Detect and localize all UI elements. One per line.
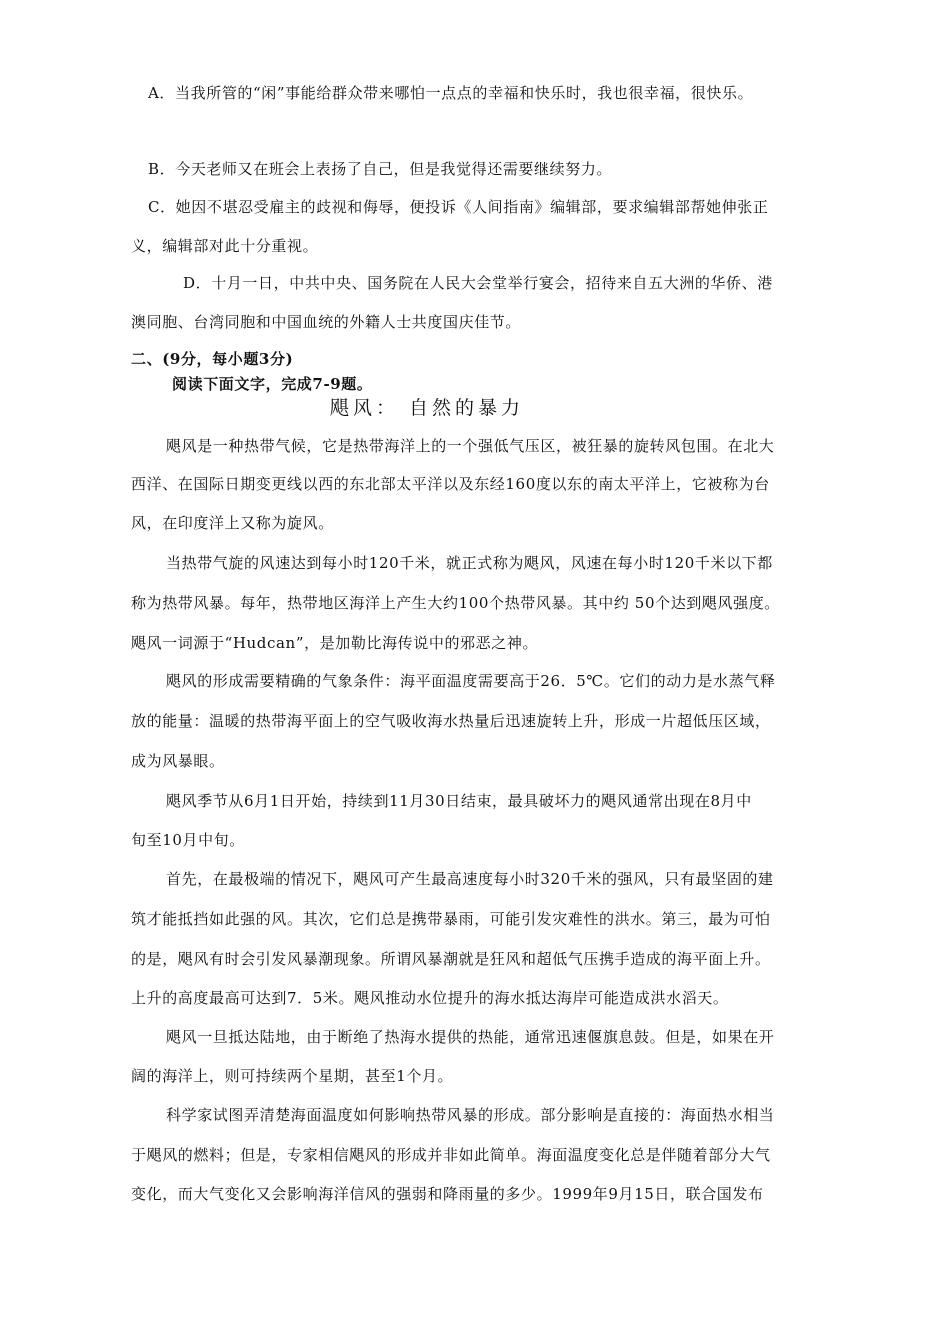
option-c-line2: 义，编辑部对此十分重视。	[131, 237, 319, 255]
article-line: 上升的高度最高可达到7．5米。飓风推动水位提升的海水抵达海岸可能造成洪水滔天。	[131, 989, 729, 1007]
article-line: 飓风一旦抵达陆地，由于断绝了热海水提供的热能，通常迅速偃旗息鼓。但是，如果在开	[166, 1028, 775, 1046]
article-line: 飓风的形成需要精确的气象条件：海平面温度需要高于26．5℃。它们的动力是水蒸气释	[166, 672, 776, 690]
option-d-line1: D．十月一日，中共中央、国务院在人民大会堂举行宴会，招待来自五大洲的华侨、港	[183, 274, 773, 292]
option-d-line2: 澳同胞、台湾同胞和中国血统的外籍人士共度国庆佳节。	[131, 313, 522, 331]
article-line: 称为热带风暴。每年，热带地区海洋上产生大约100个热带风暴。其中约 50个达到飓风强度。	[131, 594, 780, 612]
article-line: 西洋、在国际日期变更线以西的东北部太平洋以及东经160度以东的南太平洋上，它被称为台	[131, 475, 770, 493]
article-line: 的是，飓风有时会引发风暴潮现象。所谓风暴潮就是狂风和超低气压携手造成的海平面上升。	[131, 950, 771, 968]
article-line: 飓风季节从6月1日开始，持续到11月30日结束，最具破坏力的飓风通常出现在8月中	[166, 792, 752, 810]
article-line: 于飓风的燃料；但是，专家相信飓风的形成并非如此简单。海面温度变化总是伴随着部分大气	[131, 1146, 771, 1164]
article-title: 飓风： 自然的暴力	[330, 397, 525, 419]
article-line: 当热带气旋的风速达到每小时120千米，就正式称为飓风，风速在每小时120千米以下都	[166, 554, 773, 572]
article-line: 变化，而大气变化又会影响海洋信风的强弱和降雨量的多少。1999年9月15日，联合国发布	[131, 1185, 764, 1203]
option-b: B．今天老师又在班会上表扬了自己，但是我觉得还需要继续努力。	[148, 160, 613, 178]
article-line: 放的能量：温暖的热带海平面上的空气吸收海水热量后迅速旋转上升，形成一片超低压区域，	[131, 712, 771, 730]
article-line: 旬至10月中旬。	[131, 831, 245, 849]
section-heading: 二、(9分，每小题3分)	[131, 350, 294, 368]
option-c-line1: C．她因不堪忍受雇主的歧视和侮辱，便投诉《人间指南》编辑部，要求编辑部帮她伸张正	[148, 198, 769, 216]
article-line: 筑才能抵挡如此强的风。其次，它们总是携带暴雨，可能引发灾难性的洪水。第三，最为可怕	[131, 910, 771, 928]
article-line: 飓风是一种热带气候，它是热带海洋上的一个强低气压区，被狂暴的旋转风包围。在北大	[166, 437, 775, 455]
option-a: A．当我所管的“闲”事能给群众带来哪怕一点点的幸福和快乐时，我也很幸福，很快乐。	[148, 84, 754, 102]
article-line: 成为风暴眼。	[131, 752, 225, 770]
article-line: 风，在印度洋上又称为旋风。	[131, 514, 334, 532]
article-line: 飓风一词源于“Hudcan”，是加勒比海传说中的邪恶之神。	[131, 634, 539, 652]
article-line: 首先，在最极端的情况下，飓风可产生最高速度每小时320千米的强风，只有最坚固的建	[166, 870, 774, 888]
section-instruction: 阅读下面文字，完成7-9题。	[172, 375, 373, 393]
article-line: 阔的海洋上，则可持续两个星期，甚至1个月。	[131, 1067, 454, 1085]
article-line: 科学家试图弄清楚海面温度如何影响热带风暴的形成。部分影响是直接的：海面热水相当	[166, 1106, 775, 1124]
